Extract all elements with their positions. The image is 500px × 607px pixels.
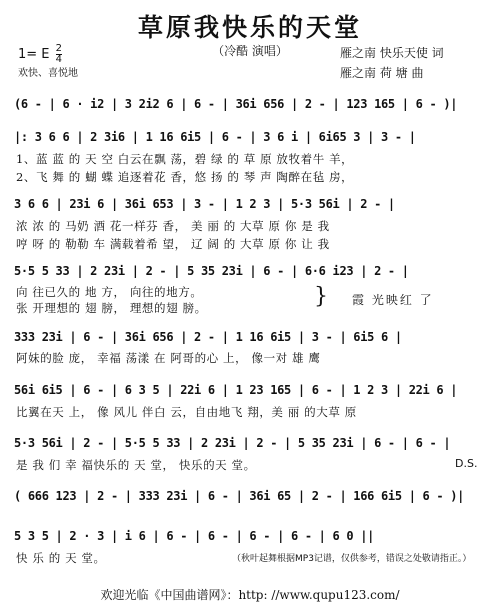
score-line-4: 5·5 5 33 | 2 23i | 2 - | 5 35 23i | 6 - | 6·6 i23 | 2 - |	[14, 264, 409, 278]
song-title: 草原我快乐的天堂	[137, 13, 362, 42]
time-top: 2	[55, 43, 63, 54]
brace-symbol: }	[314, 284, 328, 309]
composer-credit: 雁之南 荷 塘 曲	[340, 66, 424, 80]
time-bottom: 4	[55, 54, 63, 65]
lyric-verse2-line2: 哼 呀 的 勒勒 车 满载着希 望， 辽 阔 的 大草 原 你 让 我	[16, 237, 330, 251]
lyric-verse1-line1: 1、蓝 蓝 的 天 空 白云在飘 荡，碧 绿 的 草 原 放牧着牛 羊，	[16, 152, 354, 166]
lyric-chorus-start: 霞 光映红 了	[352, 293, 434, 307]
score-line-6: 56i 6i5 | 6 - | 6 3 5 | 22i 6 | 1 23 165 | 6 - | 1 2 3 | 22i 6 |	[14, 383, 458, 397]
lyric-verse2-line1: 2、飞 舞 的 蝴 蝶 追逐着花 香，悠 扬 的 琴 声 陶醉在毡 房，	[16, 170, 354, 184]
score-line-3: 3 6 6 | 23i 6 | 36i 653 | 3 - | 1 2 3 | 5·3 56i | 2 - |	[14, 197, 395, 211]
dal-segno-mark: D.S.	[455, 457, 478, 470]
lyric-line-7: 是 我 们 幸 福快乐的 天 堂， 快乐的天 堂。	[16, 458, 256, 472]
transcription-note: （秋叶起舞根据MP3记谱，仅供参考，错误之处敬请指正。）	[232, 554, 472, 564]
score-line-5: 333 23i | 6 - | 36i 656 | 2 - | 1 16 6i5 | 3 - | 6i5 6 |	[14, 330, 402, 344]
lyricist-credit: 雁之南 快乐天使 词	[340, 46, 444, 60]
score-line-8: ( 666 123 | 2 - | 333 23i | 6 - | 36i 65 | 2 - | 166 6i5 | 6 - )|	[14, 489, 465, 503]
tempo-marking: 欢快、喜悦地	[18, 68, 78, 79]
score-line-1: (6 - | 6 · i2 | 3 2i2 6 | 6 - | 36i 656 | 2 - | 123 165 | 6 - )|	[14, 97, 458, 111]
performer: （冷酷 演唱）	[212, 44, 288, 58]
lyric-line-6: 比翼在天 上， 像 风儿 伴白 云，自由地飞 翔，美 丽 的大草 原	[16, 405, 357, 419]
site-footer: 欢迎光临《中国曲谱网》：http: //www.qupu123.com/	[100, 588, 400, 602]
score-line-7: 5·3 56i | 2 - | 5·5 5 33 | 2 23i | 2 - | 5 35 23i | 6 - | 6 - |	[14, 436, 451, 450]
time-signature	[56, 44, 62, 65]
lyric-verse1-line3: 向 往已久的 地 方， 向往的地方。	[16, 285, 203, 299]
key-label: 1= E	[18, 47, 50, 62]
key-signature	[18, 44, 62, 65]
lyric-line-5: 阿妹的脸 庞， 幸福 荡漾 在 阿哥的心 上， 像一对 雄 鹰	[16, 351, 321, 365]
lyric-verse1-line2: 浓 浓 的 马奶 酒 花一样芬 香， 美 丽 的 大草 原 你 是 我	[16, 219, 330, 233]
lyric-line-9: 快 乐 的 天 堂。	[16, 551, 106, 565]
score-line-9: 5 3 5 | 2 · 3 | i 6 | 6 - | 6 - | 6 - | 6 - | 6 0 ||	[14, 529, 375, 543]
lyric-verse2-line3: 张 开理想的 翅 膀， 理想的翅 膀。	[16, 301, 207, 315]
score-line-2: |: 3 6 6 | 2 3i6 | 1 16 6i5 | 6 - | 3 6 i | 6i65 3 | 3 - |	[14, 130, 416, 144]
